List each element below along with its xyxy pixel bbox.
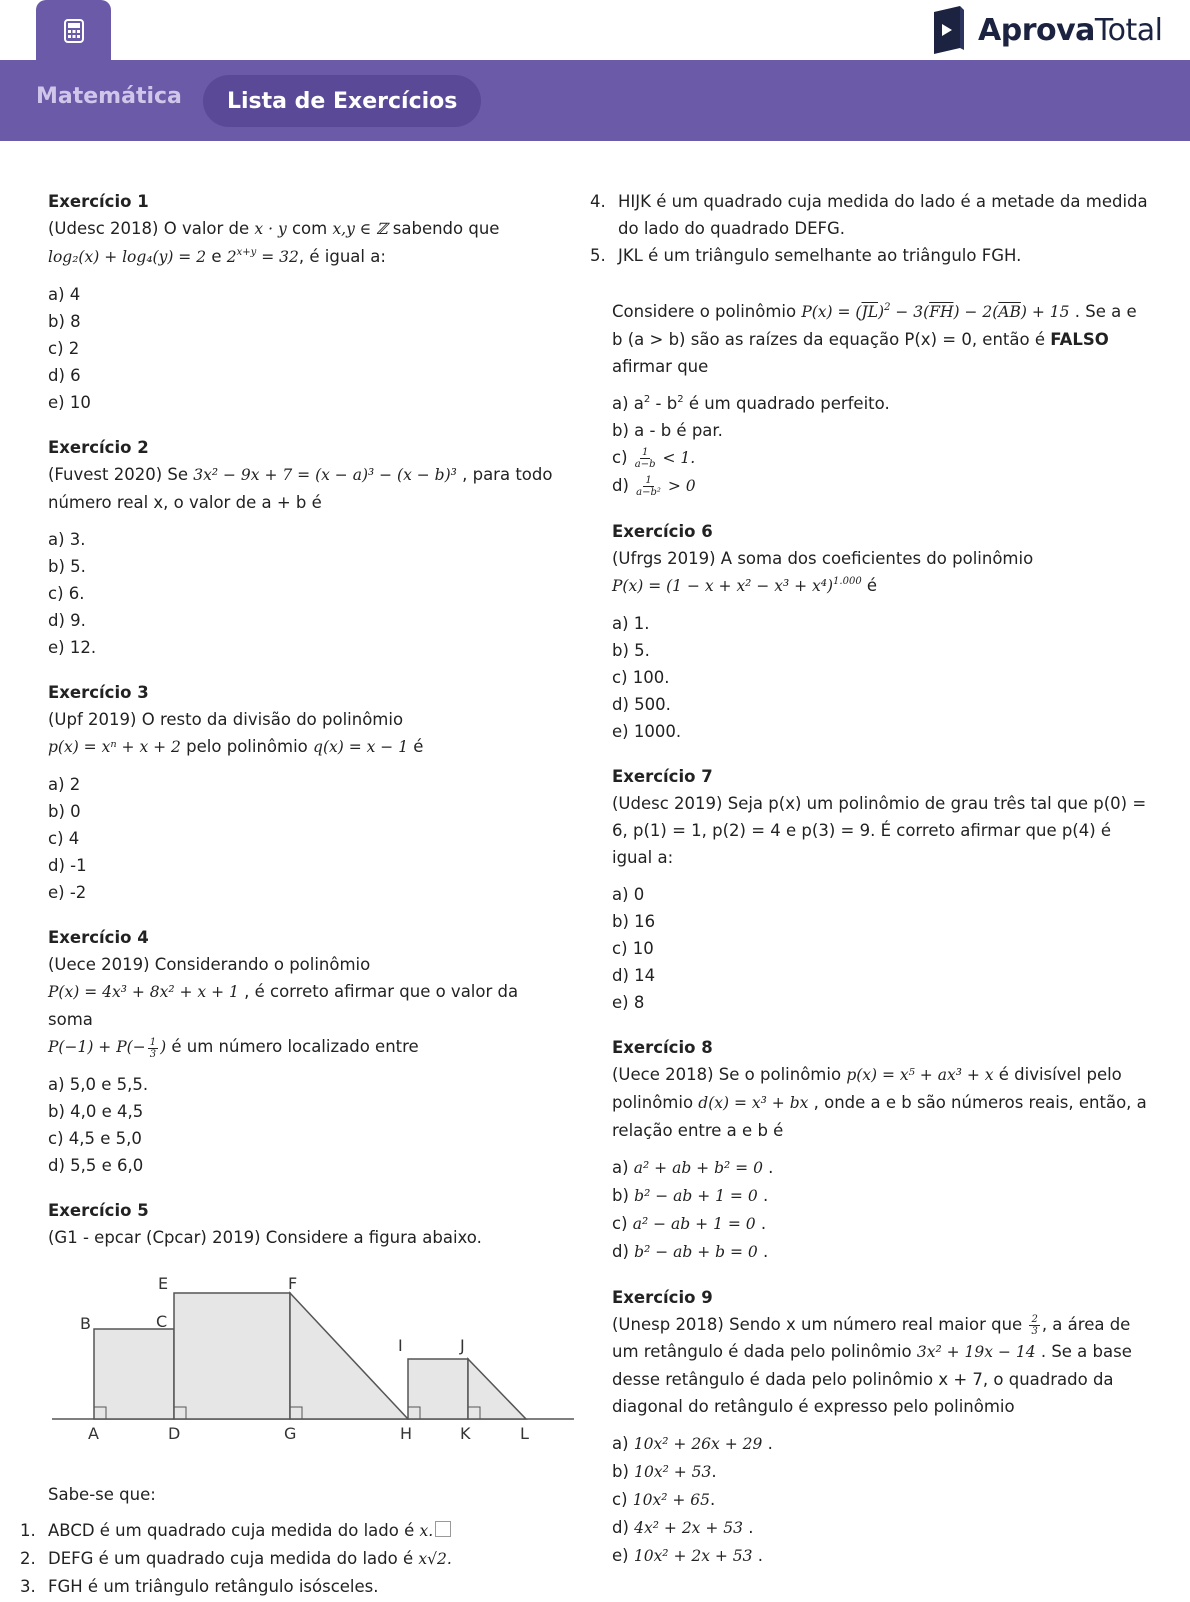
exercise-9-title: Exercício 9	[612, 1288, 713, 1307]
subject-title: Matemática	[36, 84, 182, 109]
option: c) 10	[612, 939, 654, 958]
exercise-5-statement: (G1 - epcar (Cpcar) 2019) Considere a figura abaixo.	[48, 1228, 482, 1247]
option: c) 4,5 e 5,0	[48, 1129, 142, 1148]
exercise-5-options	[612, 390, 1152, 500]
option: b) 16	[612, 912, 656, 931]
exercise-2-options	[48, 526, 558, 661]
option: d) 9.	[48, 611, 86, 630]
option: a) 3.	[48, 530, 86, 549]
option: b) 8	[48, 312, 81, 331]
exercise-5-list-part2	[590, 188, 1150, 269]
list-item: 1. ABCD é um quadrado cuja medida do lado é x.	[20, 1517, 580, 1545]
option: d) -1	[48, 856, 87, 875]
exercise-8-options	[612, 1154, 1152, 1266]
option: a) 1.	[612, 614, 650, 633]
exercise-1-title: Exercício 1	[48, 192, 149, 211]
exercise-6-title: Exercício 6	[612, 522, 713, 541]
geometry-figure	[48, 1267, 578, 1453]
option: a) 5,0 e 5,5.	[48, 1075, 149, 1094]
exercise-9-options	[612, 1430, 1152, 1570]
option: d) 5,5 e 6,0	[48, 1156, 144, 1175]
option: c) $\frac{1}{a-b}$ < 1.	[612, 447, 696, 470]
aprova-total-logo[interactable]	[930, 4, 1162, 56]
exercise-7-statement: (Udesc 2019) Seja p(x) um polinômio de grau três tal que p(0) = 6, p(1) = 1, p(2) = 4 e p(3) = 9. É correto afirmar que p(4) é igual a:	[612, 794, 1147, 867]
option: e) -2	[48, 883, 87, 902]
exercise-1-options	[48, 281, 558, 416]
exercise-5-given: Sabe-se que:	[48, 1485, 156, 1504]
option: d) 14	[612, 966, 656, 985]
option: d) 4x² + 2x + 53 .	[612, 1518, 754, 1537]
exercise-2-title: Exercício 2	[48, 438, 149, 457]
option: c) a² − ab + 1 = 0 .	[612, 1214, 767, 1233]
option: b) a - b é par.	[612, 421, 723, 440]
exercise-6-statement: (Ufrgs 2019) A soma dos coeficientes do polinômio $P(x) = (1 - x + x^2 - x^3 + x^4)^{1.000}$ é	[612, 549, 1034, 595]
exercise-6-options	[612, 610, 1152, 745]
exercise-8-title: Exercício 8	[612, 1038, 713, 1057]
option: a) 2	[48, 775, 81, 794]
option: e) 10	[48, 393, 91, 412]
logo-book-icon	[930, 4, 966, 56]
option: a) a² + ab + b² = 0 .	[612, 1158, 774, 1177]
option: b) 5.	[612, 641, 650, 660]
label-e: E	[158, 1274, 169, 1293]
label-c: C	[156, 1312, 168, 1331]
page-header	[0, 0, 1190, 141]
exercise-2-statement: (Fuvest 2020) Se 3x² − 9x + 7 = (x − a)³ − (x − b)³ , para todo número real x, o valor de a + b é	[48, 465, 553, 512]
option: b) b² − ab + 1 = 0 .	[612, 1186, 769, 1205]
option: d) $\frac{1}{\text{a−b²}}$ > 0	[612, 475, 696, 498]
exercise-4-statement: (Uece 2019) Considerando o polinômio P(x) = 4x³ + 8x² + x + 1 , é correto afirmar que o valor da soma P(−1) + P(− $\frac{1}{3}$ ) é um número localizado entre	[48, 955, 519, 1060]
exercise-9-statement: (Unesp 2018) Sendo x um número real maior que $\frac{2}{3}$ , a área de um retângulo é dada pelo polinômio 3x² + 19x − 14 . Se a base desse retângulo é dada pelo polinômio x + 7, o quadrado da diagonal do retângulo é expresso pelo polinômio	[612, 1314, 1132, 1416]
exercise-8-statement: (Uece 2018) Se o polinômio p(x) = x⁵ + ax³ + x é divisível pelo polinômio d(x) = x³ + bx , onde a e b são números reais, então, a relação entre a e b é	[612, 1065, 1147, 1140]
option: b) 0	[48, 802, 81, 821]
option: b) 5.	[48, 557, 86, 576]
exercise-3-statement: (Upf 2019) O resto da divisão do polinômio p(x) = xⁿ + x + 2 pelo polinômio q(x) = x − 1 é	[48, 710, 424, 756]
label-l: L	[520, 1424, 529, 1443]
label-i: I	[398, 1336, 403, 1355]
label-h: H	[400, 1424, 413, 1443]
calculator-icon	[64, 19, 84, 43]
option: d) 6	[48, 366, 81, 385]
list-item: 3. FGH é um triângulo retângulo isósceles.	[20, 1577, 379, 1596]
option: b) 4,0 e 4,5	[48, 1102, 144, 1121]
label-k: K	[460, 1424, 471, 1443]
option: e) 10x² + 2x + 53 .	[612, 1546, 764, 1565]
right-column	[612, 298, 1152, 1570]
option: a) $a^2 - b^2$ é um quadrado perfeito.	[612, 394, 890, 413]
exercise-5-list-part1	[20, 1517, 580, 1600]
exercise-5-title: Exercício 5	[48, 1201, 149, 1220]
option: a) 4	[48, 285, 81, 304]
option: b) 10x² + 53.	[612, 1462, 717, 1481]
exercise-4-options	[48, 1071, 558, 1179]
calculator-tab[interactable]	[36, 0, 111, 62]
exercise-4-title: Exercício 4	[48, 928, 149, 947]
label-j: J	[460, 1336, 465, 1355]
option: d) b² − ab + b = 0 .	[612, 1242, 769, 1261]
option: c) 2	[48, 339, 80, 358]
exercise-3-title: Exercício 3	[48, 683, 149, 702]
exercise-5-polynomial: Considere o polinômio $P(x) = (\overline{JL})^2 - 3(\overline{FH}) - 2(\overline{AB}) + 15$ . Se a e b (a > b) são as raízes da equação P(x) = 0, então é FALSO afirmar que	[612, 302, 1137, 376]
option: a) 0	[612, 885, 645, 904]
option: d) 500.	[612, 695, 671, 714]
exercise-1-statement: (Udesc 2018) O valor de x · y com x,y ∈ ℤ sabendo que log₂(x) + log₄(y) = 2 e $2^{x+y} = 32$, é igual a:	[48, 219, 500, 266]
label-a: A	[88, 1424, 99, 1443]
label-d: D	[168, 1424, 181, 1443]
list-item: 4. HIJK é um quadrado cuja medida do lado é a metade da medida do lado do quadrado DEFG.	[590, 192, 1148, 238]
list-item: 2. DEFG é um quadrado cuja medida do lado é x√2.	[20, 1549, 452, 1568]
list-title: Lista de Exercícios	[203, 75, 481, 127]
option: c) 6.	[48, 584, 85, 603]
option: e) 8	[612, 993, 645, 1012]
option: e) 1000.	[612, 722, 682, 741]
label-b: B	[80, 1314, 91, 1333]
left-column	[48, 188, 558, 1508]
list-item: 5. JKL é um triângulo semelhante ao triângulo FGH.	[590, 246, 1022, 265]
option: a) 10x² + 26x + 29 .	[612, 1434, 773, 1453]
option: c) 10x² + 65.	[612, 1490, 716, 1509]
exercise-3-options	[48, 771, 558, 906]
exercise-7-options	[612, 881, 1152, 1016]
logo-text: AprovaTotal	[978, 12, 1163, 48]
exercise-7-title: Exercício 7	[612, 767, 713, 786]
label-g: G	[284, 1424, 297, 1443]
label-f: F	[288, 1274, 298, 1293]
option: c) 4	[48, 829, 80, 848]
option: c) 100.	[612, 668, 670, 687]
option: e) 12.	[48, 638, 97, 657]
